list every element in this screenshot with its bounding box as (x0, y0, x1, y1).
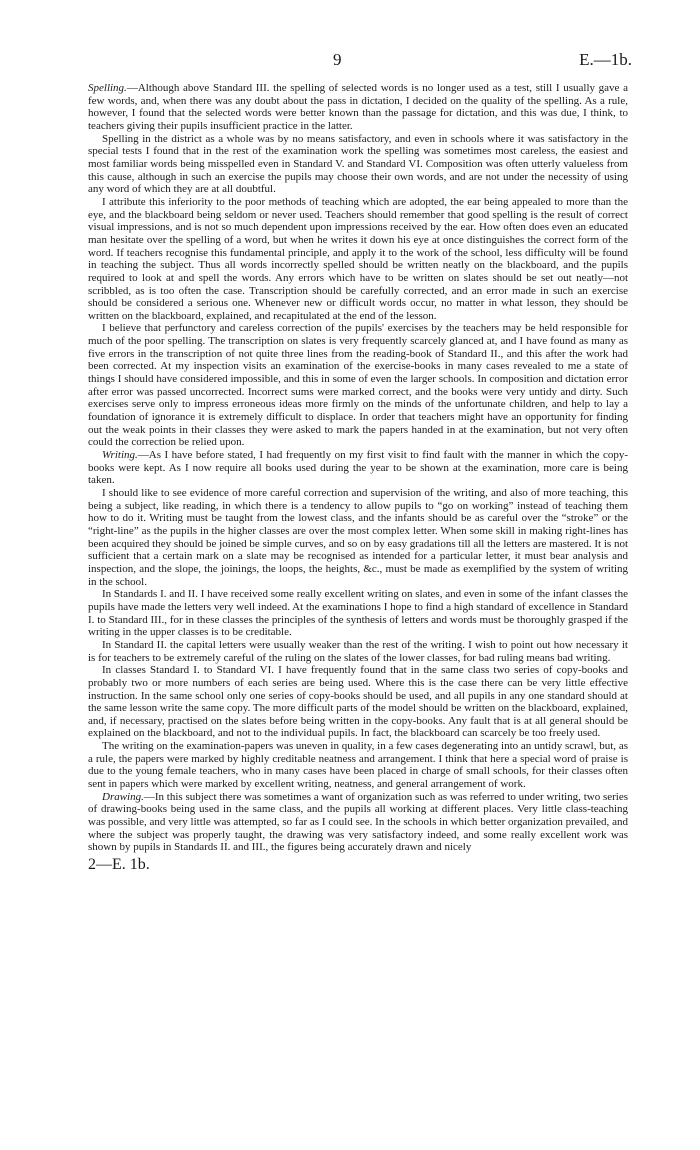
paragraph (88, 588, 628, 639)
document-page (88, 50, 632, 874)
paragraph (88, 639, 628, 664)
paragraph-text: —As I have before stated, I had frequently on my first visit to find fault with the manner in which the copy-books were kept. As I now require all books used during the year to be shown at the examination, more care is being taken. (88, 449, 628, 487)
paragraph-spelling (88, 82, 628, 133)
section-title-drawing: Drawing. (102, 790, 144, 803)
body-text (88, 82, 628, 854)
paragraph-text: —Although above Standard III. the spelling of selected words is no longer used as a test, still I usually gave a few words, and, when there was any doubt about the pass in dictation, I decided on the quality of the spelling. As a rule, however, I found that the selected words were better known than the passage for dictation, and this was due, I think, to teachers giving their pupils insufficient practice in the latter. (88, 82, 628, 132)
paragraph (88, 664, 628, 740)
paragraph-writing (88, 449, 628, 487)
paragraph-text: The writing on the examination-papers was uneven in quality, in a few cases degenerating into an untidy scrawl, but, as a rule, the papers were marked by highly creditable neatness and arrangement. I think that here a special word of praise is due to the young female teachers, who in many cases have been placed in charge of small schools, for their classes often sent in papers which were marked by excellent writing, neatness, and general arrangement of work. (88, 740, 628, 791)
paragraph (88, 322, 628, 449)
paragraph-text: In Standard II. the capital letters were usually weaker than the rest of the writing. I wish to point out how necessary it is for teachers to be extremely careful of the ruling on the slates of the lower classes, for bad ruling means bad writing. (88, 638, 628, 664)
section-title-writing: Writing. (102, 449, 138, 462)
paragraph-text: I believe that perfunctory and careless correction of the pupils' exercises by the teachers may be held responsible for much of the poor spelling. The transcription on slates is very frequently scarcely glanced at, and I have found as many as five errors in the transcription of not quite three lines from the reading-book of Standard II., and this after the work had been corrected. At my inspection visits an examination of the exercise-books in many cases revealed to me a state of things I should have considered impossible, and this in some of even the larger schools. In composition and dictation error after error was passed uncorrected. Incorrect sums were marked correct, and the books were very untidy and dirty. Such exercises serve only to impress erroneous ideas more firmly on the minds of the unfortunate children, and help to lay a foundation of ignorance it is extremely difficult to displace. In order that teachers might have an opportunity for finding out the weak points in their classes they were asked to mark the papers handed in at the examination, but not very often could the correction be relied upon. (88, 322, 628, 449)
page-number: 9 (333, 50, 342, 69)
paragraph (88, 133, 628, 196)
paragraph-text: In Standards I. and II. I have received some really excellent writing on slates, and even in some of the infant classes the pupils have made the letters very well indeed. At the examinations I hope to find a high standard of excellence in Standard I. to Standard III., for in these classes the principles of the synthesis of letters and words must be thoroughly grasped if the writing in the upper classes is to be creditable. (88, 588, 628, 639)
page-header (88, 50, 632, 74)
series-code: E.—1b. (579, 50, 632, 69)
footer-signature: 2—E. 1b. (88, 856, 150, 874)
paragraph-text: I attribute this inferiority to the poor methods of teaching which are adopted, the ear being appealed to more than the eye, and the blackboard being seldom or never used. Teachers should remember that good spelling is the result of correct visual impressions, and is not so much dependent upon impressions received by the ear. How often does even an educated man hesitate over the spelling of a word, but when he writes it down his eye at once distinguishes the correct form of the word. If teachers recognise this fundamental principle, and apply it to the work of the school, less difficulty will be found in teaching the subject. Thus all words incorrectly spelled should be written neatly on the blackboard, and the pupils required to look at and spell the words. Any errors which have to be written on slates should be set out neatly—not scribbled, as is too often the case. Transcription should be carefully corrected, and an error made in such an exercise should be considered a serious one. Whenever new or difficult words occur, no matter in what lesson, they should be written on the blackboard, explained, and recapitulated at the end of the lesson. (88, 195, 628, 322)
paragraph-text: Spelling in the district as a whole was by no means satisfactory, and even in schools where it was satisfactory in the special tests I found that in the rest of the examination work the spelling was sometimes most careless, the easiest and most familiar words being misspelled even in Standard V. and Standard VI. Composition was often utterly valueless from this cause, although in such an exercise the pupils may choose their own words, and are not under the necessity of using any word of which they are at all doubtful. (88, 132, 628, 196)
paragraph-text: —In this subject there was sometimes a want of organization such as was referred to under writing, two series of drawing-books being used in the same class, and the pupils all working at different places. Very little class-teaching was possible, and very little was attempted, so far as I could see. In the schools in which better organization prevailed, and where the subject was properly taught, the drawing was very satisfactory indeed, and some really excellent work was shown by pupils in Standards II. and III., the figures being accurately drawn and nicely (88, 790, 628, 854)
paragraph (88, 196, 628, 323)
paragraph (88, 487, 628, 588)
paragraph-drawing (88, 791, 628, 854)
paragraph-text: I should like to see evidence of more careful correction and supervision of the writing, and also of more teaching, this being a subject, like reading, in which there is a tendency to allow pupils to “go on working” instead of teaching them how to do it. Writing must be taught from the lowest class, and the infants should be as careful over the “stroke” or the “right-line” as the pupils in the higher classes are over the most complex letter. When some skill in making right-lines has been acquired they should be joined be simple curves, and so on by easy gradations till all the letters are mastered. It is not sufficient that a certain mark on a slate may be recognised as intended for a particular letter, it must bear analysis and inspection, and the slope, the joinings, the loops, the heights, &c., must be made as exemplified by the system of writing in the school. (88, 487, 628, 588)
paragraph (88, 740, 628, 791)
section-title-spelling: Spelling. (88, 82, 127, 94)
paragraph-text: In classes Standard I. to Standard VI. I have frequently found that in the same class two series of copy-books and probably two or more numbers of each series are being used. Where this is the case there can be very little effective instruction. In the same school only one series of copy-books should be used, and all pupils in any one standard should at the same lesson write the same copy. The more difficult parts of the model should be written on the blackboard, explained, and, if necessary, practised on the slates before being written in the copy-books. Any fault that is at all general should be explained on the blackboard, and not to the individual pupils. In fact, the blackboard can scarcely be too freely used. (88, 664, 628, 740)
